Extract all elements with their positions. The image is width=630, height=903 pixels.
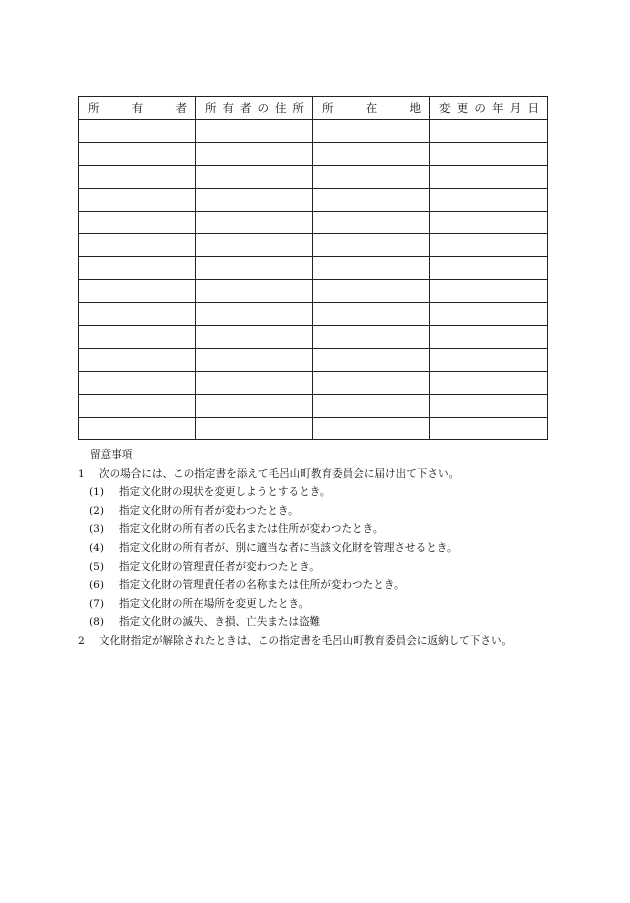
subitem-text: 指定文化財の所在場所を変更したとき。 — [119, 597, 310, 610]
note-item-2 — [78, 632, 578, 651]
table-body — [79, 120, 548, 440]
subitem-number: (5) — [89, 560, 105, 573]
table-header-row — [79, 97, 548, 120]
subitem-number: (2) — [89, 504, 105, 517]
subitem-text: 指定文化財の滅失、き損、亡失または盗難 — [119, 616, 321, 629]
note-subitem — [78, 595, 578, 614]
subitem-number: (3) — [89, 523, 105, 536]
table-cell — [430, 188, 548, 211]
subitem-text: 指定文化財の所有者の氏名または住所が変わつたとき。 — [119, 523, 384, 536]
note-number: 1 — [78, 467, 85, 480]
table-cell — [430, 348, 548, 371]
table-cell — [430, 165, 548, 188]
note-number: 2 — [78, 634, 85, 647]
table-cell — [313, 211, 430, 234]
table-cell — [313, 120, 430, 143]
table-row — [79, 165, 548, 188]
table-cell — [196, 120, 313, 143]
subitem-number: (1) — [89, 486, 105, 499]
note-subitem — [78, 558, 578, 577]
header-location: 所 在 地 — [313, 97, 430, 120]
table-cell — [79, 303, 196, 326]
table-cell — [196, 188, 313, 211]
table-cell — [313, 303, 430, 326]
subitem-text: 指定文化財の管理責任者の名称または住所が変わつたとき。 — [119, 579, 405, 592]
table-cell — [430, 326, 548, 349]
table-cell — [313, 326, 430, 349]
header-owner-address: 所 有 者 の 住 所 — [196, 97, 313, 120]
table-cell — [430, 394, 548, 417]
table-cell — [430, 234, 548, 257]
table-row — [79, 234, 548, 257]
subitem-text: 指定文化財の所有者が変わつたとき。 — [119, 504, 299, 517]
note-subitem — [78, 483, 578, 502]
table-cell — [313, 257, 430, 280]
table-cell — [79, 188, 196, 211]
table-cell — [196, 371, 313, 394]
table-cell — [79, 234, 196, 257]
table-cell — [430, 280, 548, 303]
table-row — [79, 326, 548, 349]
table-cell — [79, 348, 196, 371]
table-cell — [196, 326, 313, 349]
table-cell — [79, 371, 196, 394]
note-item-1 — [78, 465, 578, 484]
table-cell — [79, 257, 196, 280]
table-row — [79, 142, 548, 165]
table-cell — [313, 234, 430, 257]
note-subitem — [78, 520, 578, 539]
table-row — [79, 394, 548, 417]
table-cell — [196, 257, 313, 280]
note-subitem — [78, 539, 578, 558]
table-row — [79, 211, 548, 234]
table-cell — [313, 348, 430, 371]
table-cell — [79, 165, 196, 188]
subitem-number: (6) — [89, 579, 105, 592]
table-cell — [430, 417, 548, 440]
table-cell — [196, 234, 313, 257]
table-cell — [79, 142, 196, 165]
header-change-date: 変 更 の 年 月 日 — [430, 97, 548, 120]
note-subitem — [78, 576, 578, 595]
table-cell — [430, 211, 548, 234]
table-cell — [79, 120, 196, 143]
note-subitem — [78, 613, 578, 632]
table-cell — [196, 417, 313, 440]
table-row — [79, 371, 548, 394]
table-cell — [196, 280, 313, 303]
table-cell — [79, 394, 196, 417]
table-cell — [430, 303, 548, 326]
table-cell — [313, 371, 430, 394]
table-cell — [196, 303, 313, 326]
table-cell — [430, 371, 548, 394]
subitem-number: (4) — [89, 541, 105, 554]
table-cell — [313, 280, 430, 303]
table-cell — [430, 142, 548, 165]
table-row — [79, 188, 548, 211]
table-row — [79, 257, 548, 280]
header-owner: 所 有 者 — [79, 97, 196, 120]
table-cell — [196, 165, 313, 188]
table-row — [79, 303, 548, 326]
note-text: 次の場合には、この指定書を添えて毛呂山町教育委員会に届け出て下さい。 — [99, 467, 460, 480]
table-cell — [196, 394, 313, 417]
subitem-number: (8) — [89, 616, 105, 629]
notes-section — [78, 446, 578, 651]
table-cell — [196, 348, 313, 371]
table-cell — [313, 394, 430, 417]
notes-heading: 留意事項 — [90, 449, 133, 461]
table-cell — [430, 257, 548, 280]
table-cell — [313, 142, 430, 165]
table-row — [79, 280, 548, 303]
table-cell — [79, 417, 196, 440]
table-cell — [79, 280, 196, 303]
ownership-change-table — [78, 96, 548, 440]
table-cell — [79, 326, 196, 349]
table-cell — [313, 417, 430, 440]
table-cell — [79, 211, 196, 234]
table-row — [79, 120, 548, 143]
table-cell — [313, 188, 430, 211]
subitem-text: 指定文化財の現状を変更しようとするとき。 — [119, 486, 331, 499]
table-row — [79, 417, 548, 440]
table-cell — [196, 211, 313, 234]
note-subitem — [78, 502, 578, 521]
table-cell — [313, 165, 430, 188]
subitem-text: 指定文化財の所有者が、別に適当な者に当該文化財を管理させるとき。 — [119, 541, 458, 554]
table-cell — [430, 120, 548, 143]
note-text: 文化財指定が解除されたときは、この指定書を毛呂山町教育委員会に返納して下さい。 — [99, 634, 513, 647]
subitem-text: 指定文化財の管理責任者が変わつたとき。 — [119, 560, 320, 573]
table-cell — [196, 142, 313, 165]
table-row — [79, 348, 548, 371]
subitem-number: (7) — [89, 597, 105, 610]
